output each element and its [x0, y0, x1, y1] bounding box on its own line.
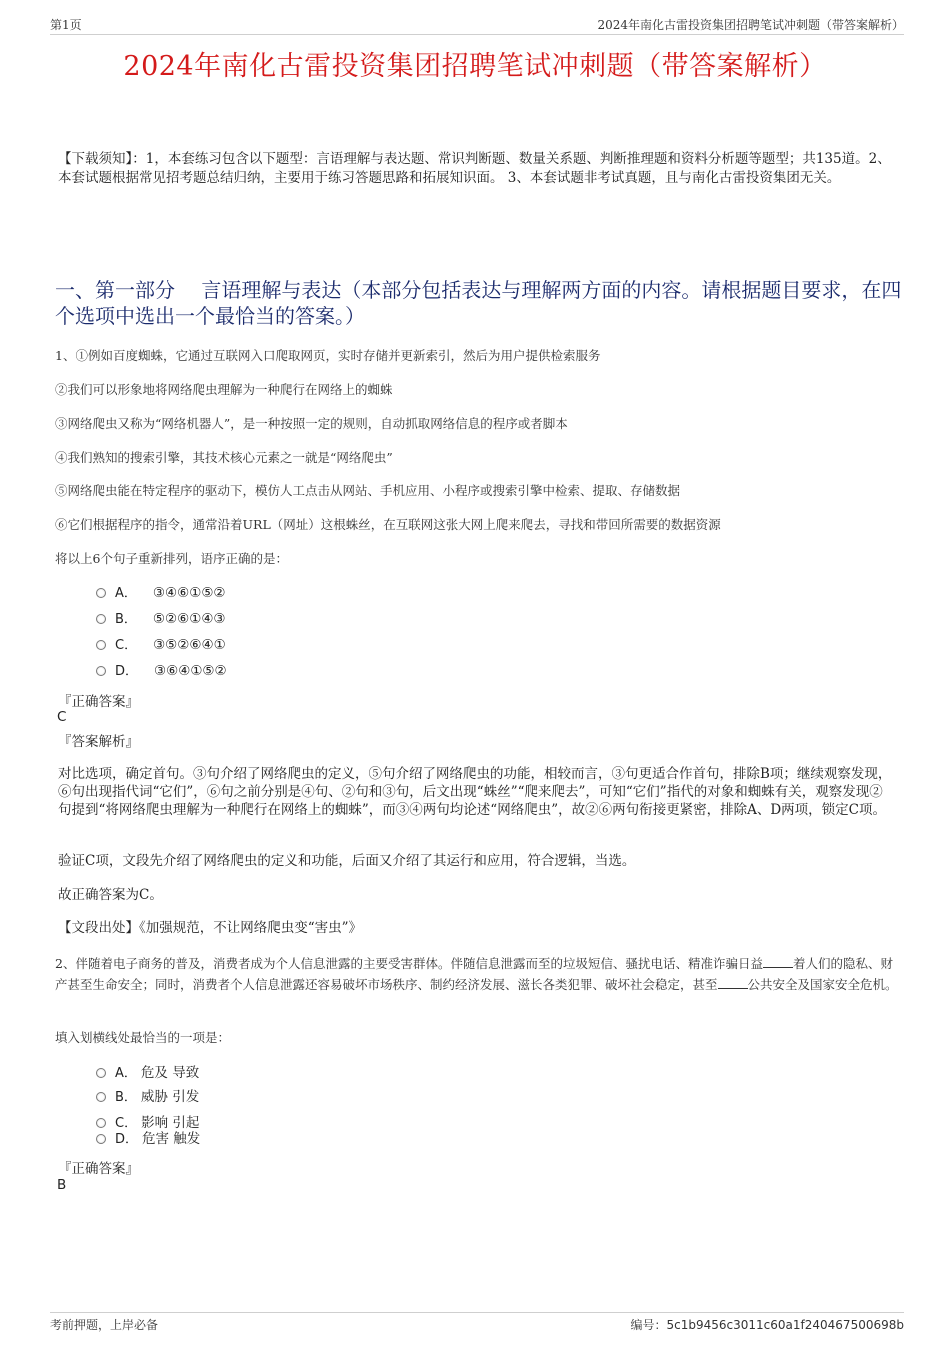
q1-sentence-6: ⑥它们根据程序的指令，通常沿着URL（网址）这根蛛丝，在互联网这张大网上爬来爬去，寻找和带回所需要的数据资源 [55, 517, 721, 532]
q1-analysis-paragraph-3: 故正确答案为C。 [58, 887, 163, 903]
q2-answer-label: 『正确答案』 [58, 1161, 139, 1177]
q1-analysis-label: 『答案解析』 [58, 734, 139, 750]
page-header [50, 14, 904, 35]
section-heading: 一、第一部分 言语理解与表达（本部分包括表达与理解两方面的内容。请根据题目要求，在四个选项中选出一个最恰当的答案。） [55, 278, 902, 328]
radio-icon[interactable] [96, 666, 106, 676]
q1-sentence-4: ④我们熟知的搜索引擎，其技术核心元素之一就是“网络爬虫” [55, 450, 393, 465]
page-number: 第1页 [50, 18, 82, 32]
radio-icon[interactable] [96, 614, 106, 624]
page-footer [50, 1312, 904, 1333]
footer-slogan: 考前押题，上岸必备 [50, 1318, 159, 1332]
fill-blank-2 [718, 976, 748, 989]
q1-source: 【文段出处】《加强规范，不让网络爬虫变“害虫”》 [58, 920, 363, 936]
q1-sentence-1: 1、①例如百度蜘蛛，它通过互联网入口爬取网页，实时存储并更新索引，然后为用户提供检索服务 [55, 348, 601, 363]
q2-answer: B [57, 1177, 67, 1193]
footer-serial: 编号：5c1b9456c3011c60a1f240467500698b [630, 1318, 904, 1332]
q2-prompt: 填入划横线处最恰当的一项是： [55, 1030, 231, 1045]
q2-option-c[interactable]: C． 影响 引起 [96, 1113, 199, 1133]
document-title: 2024年南化古雷投资集团招聘笔试冲刺题（带答案解析） [123, 51, 827, 82]
q1-analysis-paragraph-1: 对比选项，确定首句。③句介绍了网络爬虫的定义，⑤句介绍了网络爬虫的功能，相较而言，③句更适合作首句，排除B项；继续观察发现，⑥句出现指代词“它们”，⑥句之前分别是④句、②句和③句，后文出现“蛛丝”“爬来爬去”，可知“它们”指代的对象和蜘蛛有关，观察发现②句提到“将网络爬虫理解为一种爬行在网络上的蜘蛛”，而③④两句均论述“网络爬虫”，故②⑥两句衔接更紧密，排除A、D两项，锁定C项。 [58, 766, 892, 818]
q1-option-d[interactable]: D． ③⑥④①⑤② [96, 661, 227, 681]
q1-sentence-3: ③网络爬虫又称为“网络机器人”，是一种按照一定的规则，自动抓取网络信息的程序或者脚本 [55, 416, 568, 431]
radio-icon[interactable] [96, 1118, 106, 1128]
q1-option-b[interactable]: B． ⑤②⑥①④③ [96, 609, 226, 629]
q1-option-c[interactable]: C． ③⑤②⑥④① [96, 635, 226, 655]
q2-option-a[interactable]: A． 危及 导致 [96, 1063, 199, 1083]
radio-icon[interactable] [96, 640, 106, 650]
q1-analysis-paragraph-2: 验证C项，文段先介绍了网络爬虫的定义和功能，后面又介绍了其运行和应用，符合逻辑，当选。 [58, 853, 636, 869]
fill-blank-1 [763, 955, 793, 968]
header-doc-title: 2024年南化古雷投资集团招聘笔试冲刺题（带答案解析） [597, 18, 904, 32]
q2-stem: 2、伴随着电子商务的普及，消费者成为个人信息泄露的主要受害群体。伴随信息泄露而至的垃圾短信、骚扰电话、精准诈骗日益 着人们的隐私、财产甚至生命安全；同时，消费者个人信息泄露还容易破坏市场秩序、制约经济发展、滋长各类犯罪、破坏社会稳定，甚至 公共安全及国家安全危机。 [55, 956, 898, 992]
q1-sentence-5: ⑤网络爬虫能在特定程序的驱动下，模仿人工点击从网站、手机应用、小程序或搜索引擎中检索、提取、存储数据 [55, 483, 681, 498]
q1-option-a[interactable]: A． ③④⑥①⑤② [96, 583, 226, 603]
q2-option-d[interactable]: D． 危害 触发 [96, 1129, 200, 1149]
q1-prompt: 将以上6个句子重新排列，语序正确的是： [55, 551, 288, 566]
radio-icon[interactable] [96, 588, 106, 598]
download-notice: 【下载须知】：1，本套练习包含以下题型：言语理解与表达题、常识判断题、数量关系题、判断推理题和资料分析题等题型；共135道。2、本套试题根据常见招考题总结归纳，主要用于练习答题思路和拓展知识面。 3、本套试题非考试真题，且与南化古雷投资集团无关。 [58, 151, 891, 186]
radio-icon[interactable] [96, 1068, 106, 1078]
q1-answer-label: 『正确答案』 [58, 694, 139, 710]
q2-option-b[interactable]: B． 威胁 引发 [96, 1087, 199, 1107]
q1-answer: C [57, 709, 67, 725]
radio-icon[interactable] [96, 1092, 106, 1102]
q1-sentence-2: ②我们可以形象地将网络爬虫理解为一种爬行在网络上的蜘蛛 [55, 382, 393, 397]
radio-icon[interactable] [96, 1134, 106, 1144]
